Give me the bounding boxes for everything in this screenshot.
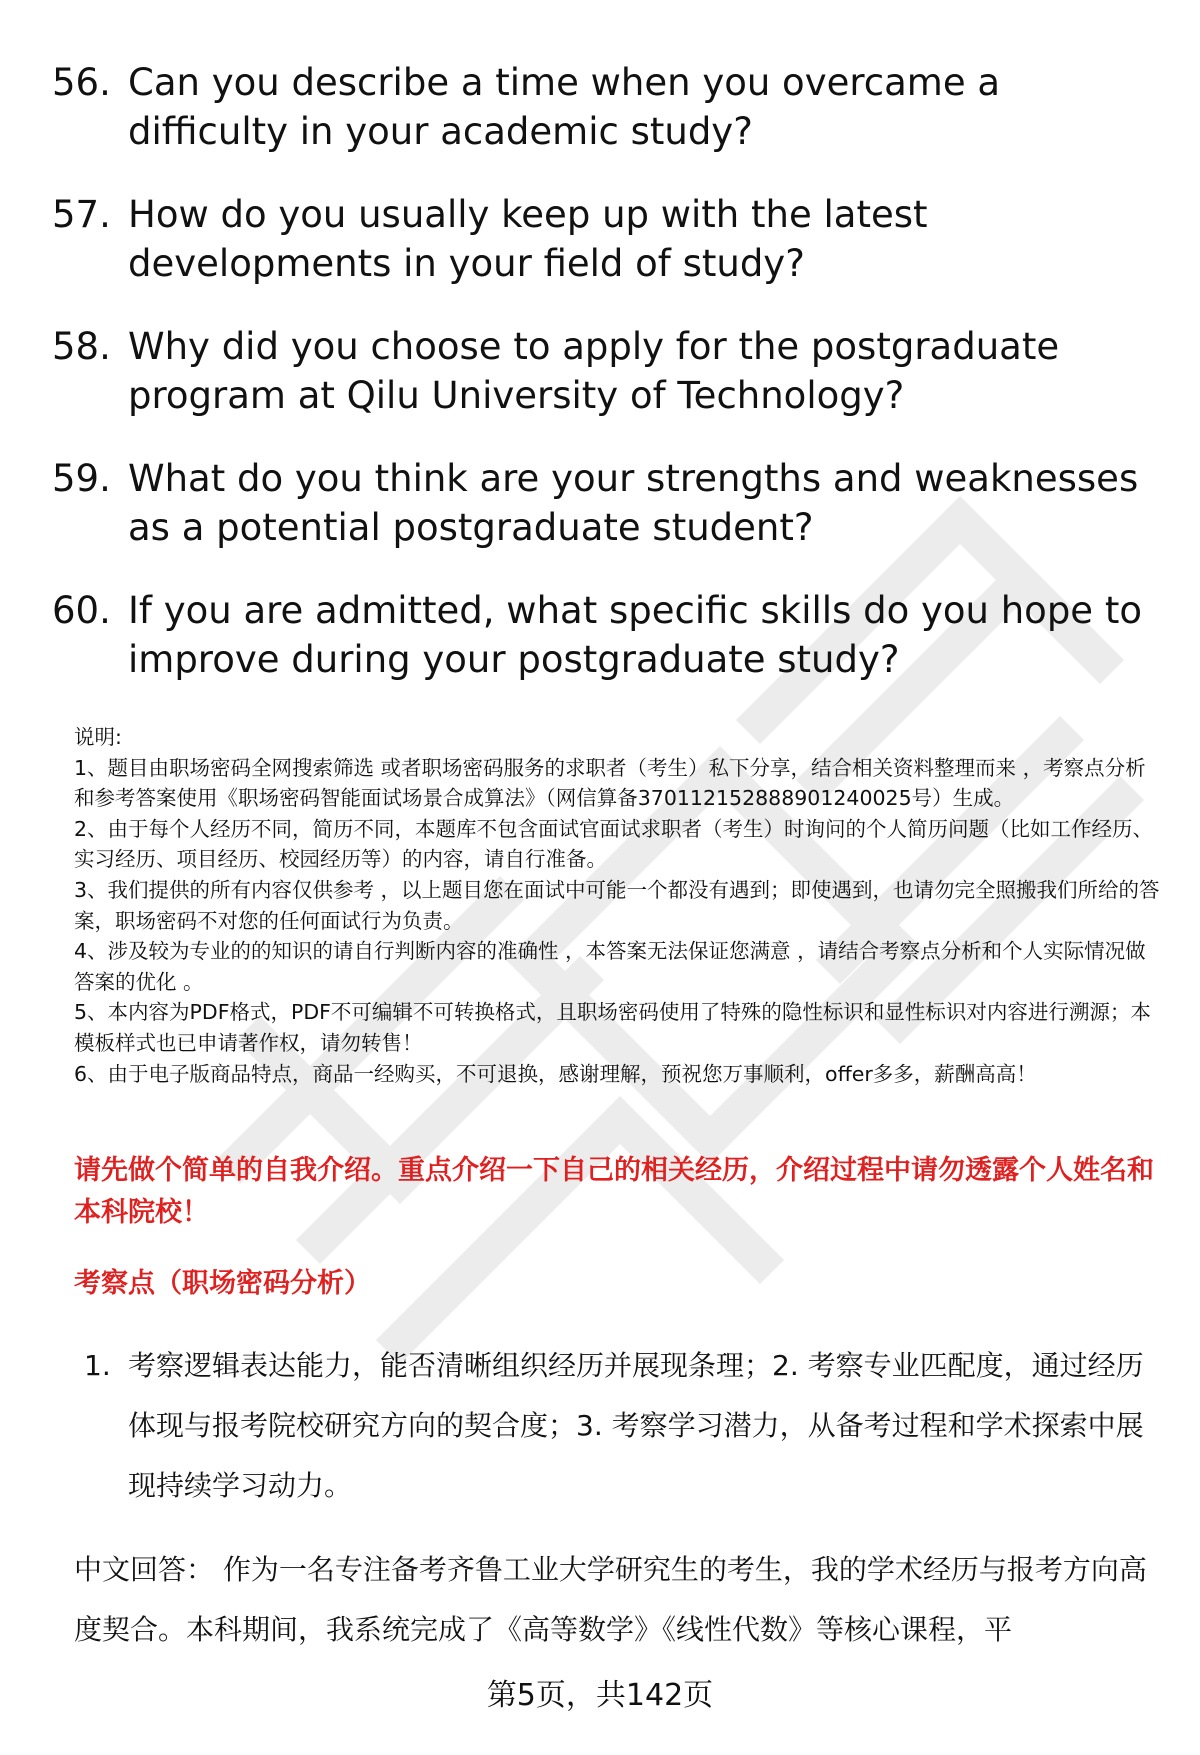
examine-points-list [84, 1336, 1164, 1516]
question-item [52, 454, 1162, 552]
question-text: Why did you choose to apply for the postgraduate program at Qilu University of Technology? [128, 325, 1060, 417]
answer-block [74, 1540, 1164, 1660]
point-text: 考察逻辑表达能力，能否清晰组织经历并展现条理；2. 考察专业匹配度，通过经历体现与报考院校研究方向的契合度；3. 考察学习潜力，从备考过程和学术探索中展现持续学习动力。 [128, 1349, 1144, 1502]
note-item: 3、我们提供的所有内容仅供参考 ，以上题目您在面试中可能一个都没有遇到；即使遇到，也请勿完全照搬我们所给的答案，职场密码不对您的任何面试行为负责。 [74, 877, 1160, 933]
question-item [52, 322, 1162, 420]
question-number: 57. [52, 193, 111, 236]
page-footer: 第5页，共142页 [486, 1678, 714, 1713]
note-item: 5、本内容为PDF格式，PDF不可编辑不可转换格式，且职场密码使用了特殊的隐性标识和显性标识对内容进行溯源；本模板样式也已申请著作权，请勿转售！ [74, 1000, 1151, 1055]
answer-label: 中文回答： [74, 1553, 215, 1586]
list-item [84, 1336, 1164, 1516]
question-text: What do you think are your strengths and weaknesses as a potential postgraduate student? [128, 457, 1139, 549]
question-item [52, 190, 1162, 288]
question-text: If you are admitted, what specific skills do you hope to improve during your postgraduate study? [128, 589, 1142, 681]
interview-prompt: 请先做个简单的自我介绍。重点介绍一下自己的相关经历，介绍过程中请勿透露个人姓名和本科院校！ [74, 1155, 1154, 1228]
note-item: 2、由于每个人经历不同，简历不同，本题库不包含面试官面试求职者（考生）时询问的个人简历问题（比如工作经历、实习经历、项目经历、校园经历等）的内容，请自行准备。 [74, 816, 1154, 872]
question-text: Can you describe a time when you overcame a difficulty in your academic study? [128, 61, 1001, 153]
question-number: 56. [52, 61, 111, 104]
question-number: 60. [52, 589, 111, 632]
note-item: 6、由于电子版商品特点，商品一经购买，不可退换，感谢理解，预祝您万事顺利，offer多多，薪酬高高！ [74, 1061, 1037, 1086]
question-list [52, 58, 1162, 718]
note-item: 1、题目由职场密码全网搜索筛选 或者职场密码服务的求职者（考生）私下分享，结合相关资料整理而来 ，考察点分析和参考答案使用《职场密码智能面试场景合成算法》（网信算备370112152888901240025号）生成。 [74, 755, 1146, 811]
question-number: 59. [52, 457, 111, 500]
question-text: How do you usually keep up with the latest developments in your field of study? [128, 193, 928, 285]
question-item [52, 586, 1162, 684]
point-number: 1. [84, 1349, 111, 1382]
question-number: 58. [52, 325, 111, 368]
notes-heading: 说明: [74, 725, 122, 749]
note-item: 4、涉及较为专业的的知识的请自行判断内容的准确性 ，本答案无法保证您满意 ，请结合考察点分析和个人实际情况做答案的优化 。 [74, 939, 1146, 994]
section-title: 考察点（职场密码分析） [74, 1268, 371, 1299]
answer-text: 作为一名专注备考齐鲁工业大学研究生的考生，我的学术经历与报考方向高度契合。本科期间，我系统完成了《高等数学》《线性代数》等核心课程，平 [74, 1553, 1147, 1646]
question-item [52, 58, 1162, 156]
disclaimer-notes [74, 722, 1164, 1089]
